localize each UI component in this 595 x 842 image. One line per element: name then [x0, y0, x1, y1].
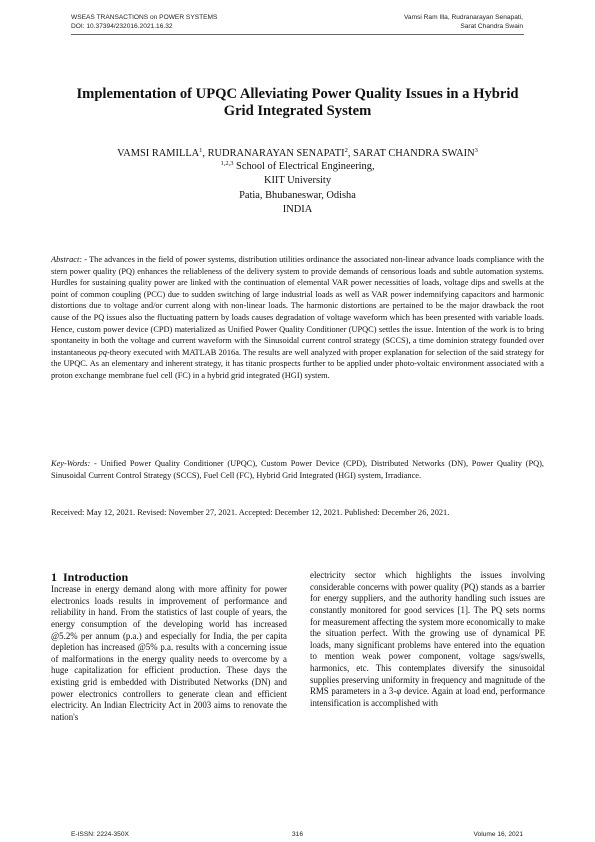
- affiliation-university: KIIT University: [263, 175, 332, 187]
- abstract-text: The advances in the field of power systems, distribution utilities ordinance the associated non-linear advance loads compliance with the stern power quality (PQ) enhances the reliableness of the delivery system to provide demands of censorious loads and subtle automation systems. Hurdles for sustaining quality power are linked with the continuation of elemental VAR power necessities of loads, voltage dips and swells at the point of common coupling (PCC) due to sudden switching of large industrial loads as well as VAR power indemnifying capacitors and harmonic distortions due to voltage and/or current along with non-linear loads. The harmonic distortions are pertained to be the major drawback the root cause of the PQ issues also the fluctuating pattern by loads causes degradation of voltage waveform which has been presented with variable loads. Hence, custom power device (CPD) materialized as Unified Power Quality Conditioner (UPQC) settles the issue. Intention of the work is to bring spontaneity in both the voltage and current waveform with the Sinusoidal current control strategy (SCCS), a time dominion strategy founded over instantaneous: [51, 255, 544, 357]
- abstract-label: Abstract: -: [51, 255, 88, 264]
- running-authors-line1: Vamsi Ram Illa, Rudranarayan Senapati,: [404, 14, 523, 21]
- affiliation: $^{1,2,3}$ School of Electrical Engineering, KIIT University Patia, Bhubaneswar, Odisha INDIA: [40, 160, 555, 218]
- author-list: VAMSI RAMILLA$^1$, RUDRANARAYAN SENAPATI$^2$, SARAT CHANDRA SWAIN$^3$: [117, 147, 478, 159]
- running-header-right: [404, 14, 523, 31]
- footer-volume: Volume 16, 2021: [473, 831, 523, 838]
- pq-theory-term: pq: [98, 347, 107, 357]
- section-number: 1: [51, 570, 57, 584]
- keywords: [51, 458, 544, 481]
- keywords-text: Unified Power Quality Conditioner (UPQC), Custom Power Device (CPD), Distributed Networks (DN), Power Quality (PQ), Sinusoidal Current Control Strategy (SCCS), Fuel Cell (FC), Hybrid Grid Integrated (HGI) system, Irradiance.: [51, 459, 544, 480]
- intro-right-text: electricity sector which highlights the issues involving considerable concerns with power quality (PQ) stands as a barrier for energy suppliers, and the authority handling such issues are constantly monitored for good services [1]. The PQ sets norms for measurement affecting the system more economically to make the situation perfect. With the growing use of dynamical PE loads, many significant problems have entered into the equation to mention weak power component, voltage sags/swells, harmonics, etc. This contemplates diversify the sinusoidal supplies preserving uniformity in frequency and magnitude of the RMS parameters in a 3-: [310, 570, 545, 697]
- page-number: 316: [291, 831, 303, 838]
- phi-symbol: φ: [396, 686, 402, 697]
- affiliation-school: School of Electrical Engineering,: [236, 161, 375, 172]
- affiliation-country: INDIA: [282, 204, 313, 216]
- paper-title: Implementation of UPQC Alleviating Power Quality Issues in a Hybrid Grid Integrated System: [76, 86, 519, 119]
- publication-dates: Received: May 12, 2021. Revised: November 27, 2021. Accepted: December 12, 2021. Published: December 26, 2021.: [51, 508, 450, 517]
- author-2: RUDRANARAYAN SENAPATI: [207, 148, 345, 159]
- doi[interactable]: DOI: 10.37394/232016.2021.16.32: [71, 22, 173, 30]
- running-header-left: [71, 14, 217, 31]
- author-1: VAMSI RAMILLA: [117, 148, 200, 159]
- intro-right-text-continued: device. Again at load end, performance intensification is accomplished with: [310, 686, 545, 708]
- keywords-label: Key-Words: -: [51, 459, 97, 468]
- affiliation-city: Patia, Bhubaneswar, Odisha: [239, 189, 356, 201]
- abstract-text-continued: -theory executed with MATLAB 2016a. The results are well analyzed with proper explanation for selection of the said strategy for the UPQC. As an elementary and inherent strategy, it has titanic prospects further to be applied under photo-voltaic environment associated with a proton exchange membrane fuel cell (FC) in a hybrid grid integrated (HGI) system.: [51, 347, 544, 380]
- header-rule: [71, 34, 524, 35]
- intro-right-column: [310, 570, 545, 710]
- journal-name: WSEAS TRANSACTIONS on POWER SYSTEMS: [71, 14, 218, 21]
- section-title: Introduction: [63, 570, 129, 584]
- footer-issn: E-ISSN: 2224-350X: [71, 831, 129, 838]
- intro-left-column: Increase in energy demand along with more affinity for power electronics loads results in improvement of performance and reliability in hand. From the statistics of last couple of years, the energy consumption of the developing world has increased @5.2% per annum (p.a.) and especially for India, the per capita depletion has increased @5% p.a. results with a concerning issue of malformations in the energy quality needs to overcome by a huge capitalization for efficient production. These days the existing grid is embedded with Distributed Networks (DN) and power electronics controllers to generate clean and efficient electricity. An Indian Electricity Act in 2003 aims to renovate the nation's: [51, 584, 287, 722]
- running-authors-line2: Sarat Chandra Swain: [460, 22, 523, 30]
- section-heading-introduction: [51, 570, 128, 584]
- author-3: SARAT CHANDRA SWAIN: [353, 148, 475, 159]
- abstract: [51, 254, 544, 382]
